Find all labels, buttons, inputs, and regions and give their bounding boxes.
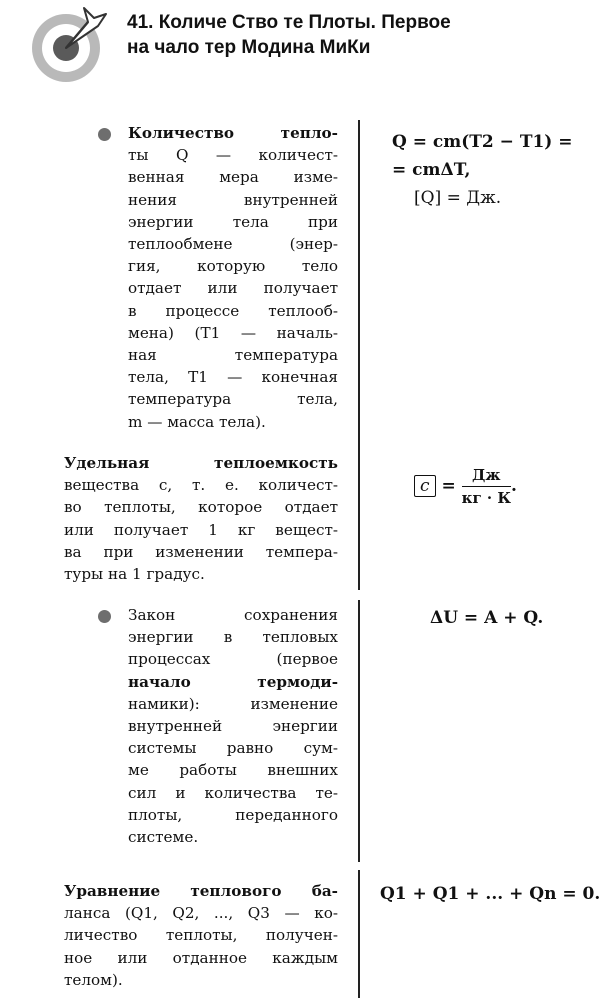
specific-heat-unit-formula: c = $\frac{Дж}{кг \cdot К}$ . (414, 466, 517, 507)
fraction-denominator: кг · К (461, 489, 511, 507)
text-line: Количество тепло- (128, 124, 338, 142)
title-line-2: на чало тер Модина МиКи (127, 37, 371, 58)
unit-fraction (462, 466, 511, 507)
bullet-marker (98, 610, 111, 623)
heat-quantity-definition (128, 122, 338, 433)
text-line: тела, T1 — конечная (128, 368, 338, 387)
specific-heat-definition (64, 452, 338, 585)
heat-formula-line-1: Q = cm(T2 − T1) = (392, 132, 573, 152)
column-divider-3 (358, 870, 360, 998)
text-line: ная температура (128, 346, 338, 365)
text-line: мена) (T1 — началь- (128, 323, 338, 342)
text-line: намики): изменение (128, 694, 338, 713)
text-line: сил и количества те- (128, 783, 338, 802)
text-line: или получает 1 кг вещест- (64, 520, 338, 539)
bullet-marker (98, 128, 111, 141)
text-line: процессах (первое (128, 650, 338, 669)
text-line: ное или отданное каждым (64, 948, 338, 967)
heat-balance-formula: Q1 + Q1 + ... + Qn = 0. (380, 884, 601, 904)
text-line: гия, которую тело (128, 257, 338, 276)
text-line: туры на 1 градус. (64, 565, 205, 584)
text-line: температура тела, (128, 390, 338, 409)
heat-balance-definition (64, 880, 338, 991)
target-arrow-logo-icon (28, 4, 108, 84)
heat-formula-line-2: = cmΔT, (392, 160, 471, 180)
text-line: во теплоты, которое отдает (64, 498, 338, 517)
heat-unit-formula: [Q] = Дж. (414, 188, 502, 208)
first-law-definition (128, 604, 338, 848)
formula-lhs: c (414, 475, 436, 497)
page-title (127, 10, 597, 60)
text-line: теплообмене (энер- (128, 235, 338, 254)
text-line: Удельная теплоемкость (64, 454, 338, 472)
text-line: отдает или получает (128, 279, 338, 298)
text-line: энергии в тепловых (128, 628, 338, 647)
text-line: Закон сохранения (128, 606, 338, 624)
text-line: личество теплоты, получен- (64, 926, 338, 945)
text-line: вещества c, т. е. количест- (64, 476, 338, 495)
text-line: плоты, переданного (128, 805, 338, 824)
text-line: m — масса тела). (128, 412, 266, 431)
text-line: венная мера изме- (128, 168, 338, 187)
text-line: системы равно сум- (128, 739, 338, 758)
text-line: телом). (64, 970, 123, 989)
text-line: системе. (128, 828, 199, 847)
first-law-formula: ΔU = A + Q. (430, 608, 544, 628)
text-line: начало термоди- (128, 672, 338, 691)
text-line: нения внутренней (128, 190, 338, 209)
text-line: ва при изменении темпера- (64, 542, 338, 561)
column-divider-2 (358, 600, 360, 862)
text-line: внутренней энергии (128, 717, 338, 736)
text-line: в процессе теплооб- (128, 301, 338, 320)
text-line: ты Q — количест- (128, 146, 338, 165)
text-line: ланса (Q1, Q2, ..., Q3 — ко- (64, 904, 338, 923)
text-line: ме работы внешних (128, 761, 338, 780)
text-line: энергии тела при (128, 212, 338, 231)
fraction-numerator: Дж (462, 466, 511, 487)
title-line-1: 41. Количе Ство те Плоты. Первое (127, 12, 451, 33)
column-divider-1 (358, 120, 360, 590)
text-line: Уравнение теплового ба- (64, 882, 338, 900)
